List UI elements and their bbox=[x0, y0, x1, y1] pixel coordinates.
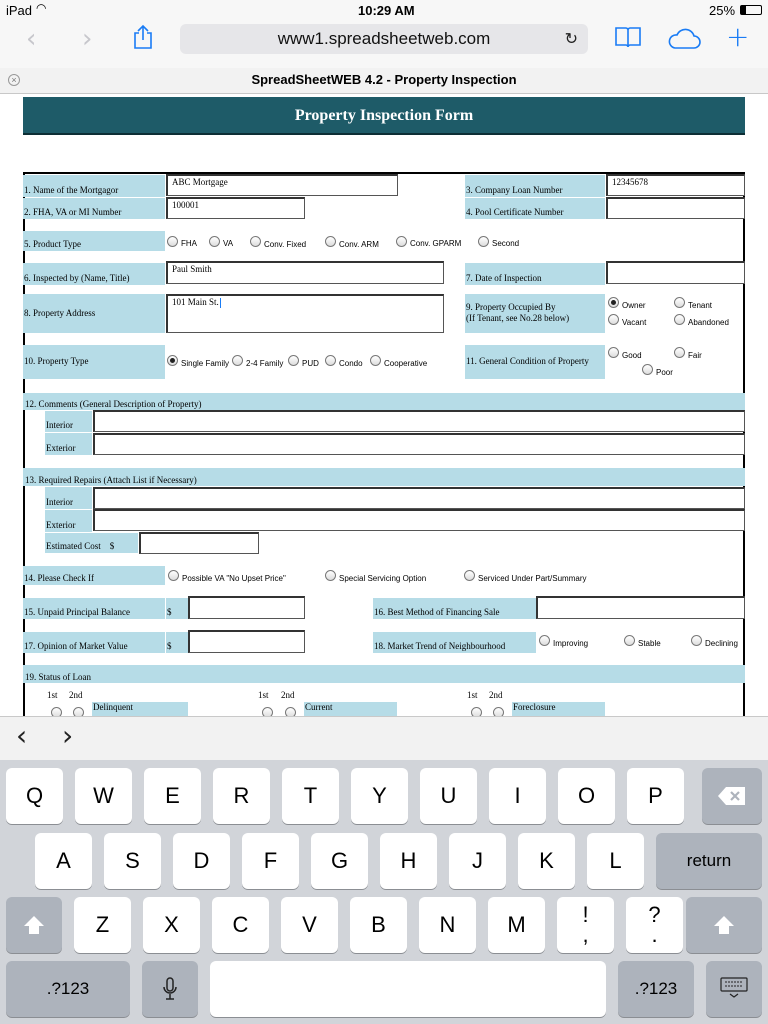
product-conv-gparm-radio[interactable] bbox=[396, 236, 407, 247]
on-screen-keyboard bbox=[0, 760, 768, 1024]
property-address-label: 8. Property Address bbox=[23, 294, 165, 333]
product-va-radio[interactable] bbox=[209, 236, 220, 247]
product-conv-fixed-label: Conv. Fixed bbox=[264, 240, 307, 249]
estimated-cost-input[interactable] bbox=[139, 532, 259, 554]
product-conv-arm-radio[interactable] bbox=[325, 236, 336, 247]
type-cooperative-label: Cooperative bbox=[384, 359, 428, 368]
check-serviced-part-label: Serviced Under Part/Summary bbox=[478, 574, 587, 583]
inspection-date-input[interactable] bbox=[606, 261, 745, 284]
bookmarks-icon[interactable] bbox=[614, 26, 642, 48]
shift-right-key[interactable] bbox=[686, 897, 762, 953]
trend-improving-label: Improving bbox=[553, 639, 589, 648]
type-pud-label: PUD bbox=[302, 359, 319, 368]
condition-good-radio[interactable] bbox=[608, 347, 619, 358]
delinquent-1st-header: 1st bbox=[47, 690, 58, 700]
loan-status-header: 19. Status of Loan bbox=[23, 665, 745, 683]
key-d[interactable]: D bbox=[173, 833, 230, 889]
reload-icon[interactable]: ↻ bbox=[564, 29, 578, 48]
product-va-label: VA bbox=[223, 239, 234, 248]
key-s[interactable]: S bbox=[104, 833, 161, 889]
unpaid-balance-label: 15. Unpaid Principal Balance bbox=[23, 598, 165, 619]
device-label: iPad bbox=[6, 3, 33, 18]
estimated-cost-text: Estimated Cost bbox=[46, 541, 101, 551]
battery-percent: 25% bbox=[709, 3, 736, 18]
pool-certificate-input[interactable] bbox=[606, 197, 745, 219]
occupied-owner-label: Owner bbox=[622, 301, 646, 310]
return-key[interactable]: return bbox=[656, 833, 762, 889]
key-w[interactable]: W bbox=[75, 768, 132, 824]
key-p[interactable]: P bbox=[627, 768, 684, 824]
check-serviced-part-radio[interactable] bbox=[464, 570, 475, 581]
key-o[interactable]: O bbox=[558, 768, 615, 824]
space-key[interactable] bbox=[210, 961, 606, 1017]
inspection-date-label: 7. Date of Inspection bbox=[465, 263, 605, 285]
product-conv-fixed-radio[interactable] bbox=[250, 236, 261, 247]
key-t[interactable]: T bbox=[282, 768, 339, 824]
key-z[interactable]: Z bbox=[74, 897, 131, 953]
property-address-input[interactable]: 101 Main St. bbox=[166, 294, 444, 333]
trend-declining-radio[interactable] bbox=[691, 635, 702, 646]
product-second-label: Second bbox=[492, 239, 520, 248]
status-bar bbox=[0, 0, 768, 20]
text-cursor bbox=[220, 298, 221, 308]
form-navigation-bar bbox=[0, 716, 768, 760]
inspected-by-label: 6. Inspected by (Name, Title) bbox=[23, 263, 165, 285]
url-text: www1.spreadsheetweb.com bbox=[277, 29, 491, 48]
type-2-4-family-radio[interactable] bbox=[232, 355, 243, 366]
product-fha-radio[interactable] bbox=[167, 236, 178, 247]
repairs-interior-input[interactable] bbox=[93, 487, 745, 509]
foreclosure-label: Foreclosure bbox=[512, 702, 605, 716]
foreclosure-2nd-header: 2nd bbox=[489, 690, 503, 700]
key-n[interactable]: N bbox=[419, 897, 476, 953]
repairs-interior-label: Interior bbox=[45, 487, 92, 509]
market-trend-label: 18. Market Trend of Neighbourhood bbox=[373, 632, 536, 653]
type-cooperative-radio[interactable] bbox=[370, 355, 381, 366]
product-conv-gparm-label: Conv. GPARM bbox=[410, 239, 462, 248]
current-label: Current bbox=[304, 702, 397, 716]
forward-icon[interactable]: › bbox=[82, 24, 93, 54]
key-q[interactable]: Q bbox=[6, 768, 63, 824]
product-type-label: 5. Product Type bbox=[23, 231, 165, 251]
current-1st-header: 1st bbox=[258, 690, 269, 700]
market-value-currency: $ bbox=[166, 632, 188, 653]
financing-method-label: 16. Best Method of Financing Sale bbox=[373, 598, 536, 619]
comments-exterior-label: Exterior bbox=[45, 433, 92, 455]
inspected-by-input[interactable]: Paul Smith bbox=[166, 261, 444, 284]
product-fha-label: FHA bbox=[181, 239, 197, 248]
wifi-icon: ◠ bbox=[36, 1, 47, 15]
market-value-input[interactable] bbox=[188, 630, 305, 653]
check-special-servicing-label: Special Servicing Option bbox=[339, 574, 427, 583]
unpaid-balance-currency: $ bbox=[166, 598, 188, 619]
occupied-by-note: (If Tenant, see No.28 below) bbox=[466, 313, 570, 323]
tab-bar bbox=[0, 68, 768, 94]
repairs-exterior-input[interactable] bbox=[93, 509, 745, 531]
key-question-period[interactable]: ? . bbox=[626, 897, 683, 953]
type-single-family-label: Single Family bbox=[181, 359, 230, 368]
condition-good-label: Good bbox=[622, 351, 642, 360]
key-l[interactable]: L bbox=[587, 833, 644, 889]
tab-title[interactable]: SpreadSheetWEB 4.2 - Property Inspection bbox=[251, 72, 517, 87]
key-c[interactable]: C bbox=[212, 897, 269, 953]
dictation-key[interactable] bbox=[142, 961, 198, 1017]
fha-number-label: 2. FHA, VA or MI Number bbox=[23, 198, 165, 219]
foreclosure-1st-header: 1st bbox=[467, 690, 478, 700]
check-va-no-upset-label: Possible VA "No Upset Price" bbox=[182, 574, 286, 583]
occupied-by-title: 9. Property Occupied By bbox=[466, 302, 556, 312]
estimated-cost-label bbox=[45, 533, 138, 553]
product-conv-arm-label: Conv. ARM bbox=[339, 240, 379, 249]
previous-field-icon[interactable]: ‹ bbox=[16, 719, 28, 752]
key-r[interactable]: R bbox=[213, 768, 270, 824]
please-check-label: 14. Please Check If bbox=[23, 566, 165, 585]
fha-number-input[interactable]: 100001 bbox=[166, 197, 305, 219]
key-b[interactable]: B bbox=[350, 897, 407, 953]
property-type-label: 10. Property Type bbox=[23, 345, 165, 379]
condition-fair-label: Fair bbox=[688, 351, 702, 360]
numbers-right-key[interactable]: .?123 bbox=[618, 961, 694, 1017]
trend-stable-label: Stable bbox=[638, 639, 661, 648]
condition-fair-radio[interactable] bbox=[674, 347, 685, 358]
key-m[interactable]: M bbox=[488, 897, 545, 953]
condition-poor-label: Poor bbox=[656, 368, 673, 377]
key-e[interactable]: E bbox=[144, 768, 201, 824]
backspace-key[interactable] bbox=[702, 768, 762, 824]
check-va-no-upset-radio[interactable] bbox=[168, 570, 179, 581]
occupied-abandoned-label: Abandoned bbox=[688, 318, 729, 327]
form-title: Property Inspection Form bbox=[23, 97, 745, 135]
address-bar[interactable] bbox=[180, 24, 588, 54]
type-single-family-radio[interactable] bbox=[167, 355, 178, 366]
new-tab-icon[interactable]: + bbox=[726, 20, 750, 53]
key-x[interactable]: X bbox=[143, 897, 200, 953]
delinquent-2nd-header: 2nd bbox=[69, 690, 83, 700]
type-pud-radio[interactable] bbox=[288, 355, 299, 366]
repairs-exterior-label: Exterior bbox=[45, 510, 92, 532]
mortgagor-label: 1. Name of the Mortgagor bbox=[23, 175, 165, 197]
comments-interior-label: Interior bbox=[45, 411, 92, 432]
occupied-vacant-radio[interactable] bbox=[608, 314, 619, 325]
next-field-icon[interactable]: › bbox=[62, 719, 74, 752]
key-f[interactable]: F bbox=[242, 833, 299, 889]
delinquent-label: Delinquent bbox=[92, 702, 188, 716]
shift-left-key[interactable] bbox=[6, 897, 62, 953]
key-y[interactable]: Y bbox=[351, 768, 408, 824]
comments-section-header: 12. Comments (General Description of Property) bbox=[23, 393, 745, 410]
product-second-radio[interactable] bbox=[478, 236, 489, 247]
occupied-tenant-label: Tenant bbox=[688, 301, 713, 310]
comments-exterior-input[interactable] bbox=[93, 433, 745, 455]
occupied-owner-radio[interactable] bbox=[608, 297, 619, 308]
trend-declining-label: Declining bbox=[705, 639, 738, 648]
type-2-4-family-label: 2-4 Family bbox=[246, 359, 284, 368]
key-h[interactable]: H bbox=[380, 833, 437, 889]
comments-interior-input[interactable] bbox=[93, 410, 745, 432]
key-a[interactable]: A bbox=[35, 833, 92, 889]
key-v[interactable]: V bbox=[281, 897, 338, 953]
occupied-vacant-label: Vacant bbox=[622, 318, 647, 327]
pool-certificate-label: 4. Pool Certificate Number bbox=[465, 198, 605, 219]
battery-icon bbox=[740, 5, 762, 15]
condition-poor-radio[interactable] bbox=[642, 364, 653, 375]
general-condition-label: 11. General Condition of Property bbox=[465, 345, 605, 379]
trend-stable-radio[interactable] bbox=[624, 635, 635, 646]
loan-number-label: 3. Company Loan Number bbox=[465, 175, 605, 197]
share-icon[interactable] bbox=[132, 24, 154, 50]
back-icon[interactable]: ‹ bbox=[26, 24, 37, 54]
market-value-label: 17. Opinion of Market Value bbox=[23, 632, 165, 653]
repairs-section-header: 13. Required Repairs (Attach List if Necessary) bbox=[23, 468, 745, 486]
key-u[interactable]: U bbox=[420, 768, 477, 824]
icloud-tabs-icon[interactable] bbox=[667, 28, 701, 50]
close-tab-icon[interactable]: × bbox=[8, 74, 20, 86]
financing-method-input[interactable] bbox=[536, 596, 745, 619]
check-special-servicing-radio[interactable] bbox=[325, 570, 336, 581]
key-g[interactable]: G bbox=[311, 833, 368, 889]
key-k[interactable]: K bbox=[518, 833, 575, 889]
numbers-left-key[interactable]: .?123 bbox=[6, 961, 130, 1017]
hide-keyboard-key[interactable] bbox=[706, 961, 762, 1017]
occupied-abandoned-radio[interactable] bbox=[674, 314, 685, 325]
loan-number-input[interactable]: 12345678 bbox=[606, 174, 745, 196]
unpaid-balance-input[interactable] bbox=[188, 596, 305, 619]
mortgagor-input[interactable]: ABC Mortgage bbox=[166, 174, 398, 196]
clock: 10:29 AM bbox=[358, 3, 415, 18]
key-exclamation-comma[interactable]: ! , bbox=[557, 897, 614, 953]
estimated-cost-currency: $ bbox=[109, 541, 115, 551]
type-condo-label: Condo bbox=[339, 359, 363, 368]
occupied-by-label bbox=[465, 294, 605, 333]
current-2nd-header: 2nd bbox=[281, 690, 295, 700]
type-condo-radio[interactable] bbox=[325, 355, 336, 366]
key-j[interactable]: J bbox=[449, 833, 506, 889]
trend-improving-radio[interactable] bbox=[539, 635, 550, 646]
occupied-tenant-radio[interactable] bbox=[674, 297, 685, 308]
key-i[interactable]: I bbox=[489, 768, 546, 824]
